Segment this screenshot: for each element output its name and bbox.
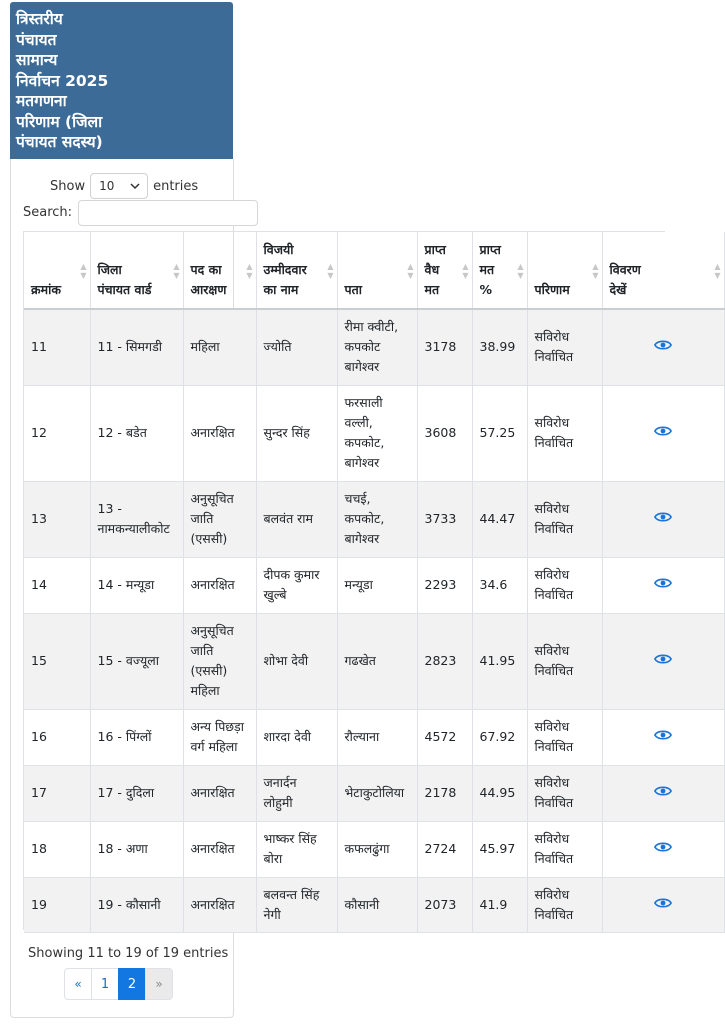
cell-text-line: निर्वाचित	[534, 349, 574, 365]
cell-reservation	[183, 557, 256, 613]
cell-text-line: 17	[31, 785, 47, 800]
page-button-2[interactable]: 2	[118, 968, 146, 1000]
cell-text-line: 14 - मन्यूडा	[97, 577, 155, 592]
cell-winner-name	[256, 613, 337, 709]
cell-text-line: वल्ली,	[344, 415, 373, 430]
table-row	[24, 877, 724, 932]
cell-text-line: बलवन्त सिंह	[263, 886, 320, 902]
cell-text-line: बागेश्वर	[344, 531, 380, 546]
cell-reservation	[183, 385, 256, 481]
column-header-reservation[interactable]	[183, 232, 256, 309]
cell-text-line: बलवंत राम	[263, 511, 313, 526]
pagination	[64, 968, 173, 1000]
cell-text-line: निर्वाचित	[534, 521, 574, 536]
cell-serial-number	[24, 877, 90, 932]
cell-text-line: सविरोध	[534, 831, 570, 846]
cell-ward	[90, 385, 183, 481]
cell-text-line: रौल्याना	[344, 729, 380, 744]
cell-address	[337, 709, 417, 765]
cell-text-line: (एससी)	[190, 663, 228, 678]
sort-icon: ▲ ▼	[327, 262, 334, 280]
cell-address	[337, 877, 417, 932]
table-row	[24, 481, 724, 557]
cell-vote-percent	[472, 309, 527, 385]
cell-text-line: खुल्बे	[263, 587, 287, 602]
cell-serial-number	[24, 309, 90, 385]
cell-winner-name	[256, 821, 337, 877]
cell-address	[337, 613, 417, 709]
cell-reservation	[183, 481, 256, 557]
cell-text-line: बागेश्वर	[344, 359, 380, 375]
cell-vote-percent	[472, 557, 527, 613]
cell-winner-name	[256, 385, 337, 481]
cell-result	[527, 557, 602, 613]
cell-view-details	[602, 385, 724, 481]
cell-text-line: 18	[31, 841, 47, 856]
title-line-3: सामान्य	[16, 51, 58, 69]
table-row	[24, 709, 724, 765]
cell-text-line: भेटाकुटोलिया	[344, 785, 405, 800]
cell-reservation	[183, 613, 256, 709]
cell-serial-number	[24, 613, 90, 709]
cell-text-line: बोरा	[263, 851, 283, 866]
sort-icon: ▲ ▼	[407, 262, 414, 280]
cell-view-details	[602, 765, 724, 821]
cell-address	[337, 385, 417, 481]
cell-text-line: अनारक्षित	[190, 896, 235, 912]
cell-result	[527, 709, 602, 765]
cell-text-line: सविरोध	[534, 501, 570, 516]
eye-icon[interactable]	[654, 841, 672, 853]
cell-result	[527, 309, 602, 385]
cell-text-line: रीमा क्वीटी,	[344, 319, 399, 335]
cell-text-line: अनारक्षित	[190, 425, 235, 440]
cell-text-line: निर्वाचित	[534, 851, 574, 866]
cell-text-line: 17 - दुदिला	[97, 785, 155, 800]
cell-text-line: 15	[31, 653, 47, 668]
cell-text-line: 13	[31, 511, 47, 526]
cell-result	[527, 385, 602, 481]
cell-reservation	[183, 309, 256, 385]
cell-text-line: 34.6	[479, 577, 508, 592]
cell-serial-number	[24, 481, 90, 557]
cell-text-line: लोहुमी	[263, 795, 293, 810]
cell-ward	[90, 557, 183, 613]
cell-text-line: 2724	[424, 841, 457, 856]
entries-select[interactable]	[90, 173, 148, 199]
cell-text-line: सुन्दर सिंह	[263, 425, 310, 440]
cell-vote-percent	[472, 877, 527, 932]
eye-icon[interactable]	[654, 653, 672, 665]
cell-valid-votes	[417, 877, 472, 932]
search-input[interactable]	[78, 200, 258, 226]
table-row	[24, 385, 724, 481]
entries-select-value: 10	[99, 179, 115, 193]
table-row	[24, 613, 724, 709]
page-title-banner	[10, 2, 233, 159]
cell-result	[527, 481, 602, 557]
cell-text-line: सविरोध	[534, 886, 570, 902]
cell-text-line: सविरोध	[534, 719, 570, 734]
cell-text-line: अनारक्षित	[190, 577, 235, 592]
table-header-row	[24, 232, 724, 309]
cell-text-line: 15 - वज्यूला	[97, 653, 159, 668]
cell-text-line: वैध	[424, 262, 440, 277]
cell-winner-name	[256, 709, 337, 765]
cell-serial-number	[24, 557, 90, 613]
cell-text-line: प्राप्त	[479, 242, 501, 257]
cell-result	[527, 765, 602, 821]
cell-text-line: 2073	[424, 896, 457, 912]
next-page-button: »	[145, 968, 173, 1000]
column-header-winner-name[interactable]	[256, 232, 337, 309]
chevron-down-icon	[130, 183, 140, 189]
cell-reservation	[183, 877, 256, 932]
cell-text-line: 44.95	[479, 785, 516, 800]
cell-text-line: सविरोध	[534, 567, 570, 582]
column-header-serial-number[interactable]	[24, 232, 90, 309]
title-line-1: त्रिस्तरीय	[16, 10, 63, 28]
cell-text-line: निर्वाचित	[534, 739, 574, 754]
eye-icon[interactable]	[654, 785, 672, 797]
cell-text-line: जनार्दन	[263, 775, 297, 790]
cell-view-details	[602, 481, 724, 557]
cell-text-line: शोभा देवी	[263, 653, 309, 668]
column-header-address[interactable]	[337, 232, 417, 309]
cell-text-line: सविरोध	[534, 329, 570, 345]
cell-text-line: मत	[479, 262, 495, 277]
column-header-view-details[interactable]	[602, 232, 724, 309]
title-line-6: परिणाम (जिला	[16, 112, 103, 131]
sort-icon: ▲ ▼	[714, 262, 721, 280]
cell-text-line: कौसानी	[344, 896, 380, 912]
cell-valid-votes	[417, 309, 472, 385]
cell-ward	[90, 613, 183, 709]
cell-text-line: %	[479, 282, 493, 297]
cell-text-line: आरक्षण	[190, 282, 227, 297]
cell-text-line: देखें	[609, 282, 627, 297]
cell-text-line: पता	[344, 282, 362, 297]
cell-reservation	[183, 765, 256, 821]
cell-text-line: जिला	[97, 262, 122, 277]
cell-text-line: सविरोध	[534, 643, 570, 658]
cell-text-line: शारदा देवी	[263, 729, 312, 744]
cell-text-line: 4572	[424, 729, 457, 744]
cell-winner-name	[256, 877, 337, 932]
cell-text-line: सविरोध	[534, 775, 570, 790]
cell-text-line: 41.95	[479, 653, 516, 668]
cell-address	[337, 481, 417, 557]
column-header-valid-votes[interactable]	[417, 232, 472, 309]
cell-text-line: कपकोट,	[344, 435, 385, 450]
cell-text-line: चचई,	[344, 491, 371, 506]
cell-view-details	[602, 877, 724, 932]
cell-text-line: अनुसूचित	[190, 491, 234, 506]
cell-text-line: 45.97	[479, 841, 516, 856]
cell-ward	[90, 481, 183, 557]
cell-text-line: निर्वाचित	[534, 435, 574, 450]
cell-text-line: उम्मीदवार	[263, 262, 307, 277]
cell-result	[527, 821, 602, 877]
cell-vote-percent	[472, 613, 527, 709]
cell-text-line: अनुसूचित	[190, 623, 234, 638]
cell-address	[337, 821, 417, 877]
results-table	[24, 232, 725, 933]
cell-text-line: 3608	[424, 425, 457, 440]
cell-text-line: 57.25	[479, 425, 516, 440]
cell-ward	[90, 709, 183, 765]
table-info: Showing 11 to 19 of 19 entries	[28, 946, 229, 961]
column-header-ward[interactable]	[90, 232, 183, 309]
cell-text-line: बागेश्वर	[344, 455, 380, 470]
previous-page-button[interactable]: «	[64, 968, 92, 1000]
cell-winner-name	[256, 557, 337, 613]
entries-label: entries	[153, 178, 199, 194]
cell-view-details	[602, 821, 724, 877]
search-label: Search:	[23, 205, 73, 220]
table-row	[24, 765, 724, 821]
cell-text-line: नामकन्यालीकोट	[97, 521, 170, 536]
results-table-wrapper	[23, 231, 721, 930]
cell-text-line: 2178	[424, 785, 457, 800]
sort-icon: ▲ ▼	[517, 262, 524, 280]
cell-winner-name	[256, 765, 337, 821]
cell-serial-number	[24, 709, 90, 765]
cell-text-line: 2823	[424, 653, 457, 668]
cell-text-line: अन्य पिछड़ा	[190, 719, 244, 734]
cell-valid-votes	[417, 821, 472, 877]
cell-text-line: नेगी	[263, 906, 281, 922]
cell-text-line: 12	[31, 425, 47, 440]
cell-text-line: 3733	[424, 511, 457, 526]
cell-text-line: पंचायत वार्ड	[97, 282, 152, 297]
cell-valid-votes	[417, 765, 472, 821]
cell-address	[337, 309, 417, 385]
sort-icon: ▲ ▼	[80, 262, 87, 280]
cell-text-line: पद का	[190, 262, 222, 277]
cell-reservation	[183, 821, 256, 877]
cell-text-line: मत	[424, 282, 440, 297]
cell-text-line: निर्वाचित	[534, 663, 574, 678]
cell-text-line: जाति	[190, 643, 214, 658]
cell-text-line: (एससी)	[190, 531, 228, 546]
cell-winner-name	[256, 481, 337, 557]
cell-text-line: निर्वाचित	[534, 587, 574, 602]
eye-icon[interactable]	[654, 339, 672, 351]
cell-text-line: 3178	[424, 339, 457, 355]
cell-text-line: 14	[31, 577, 47, 592]
cell-text-line: कपकोट	[344, 339, 381, 355]
title-line-5: मतगणना	[16, 92, 67, 110]
search-control	[23, 199, 258, 226]
cell-text-line: 38.99	[479, 339, 516, 355]
cell-ward	[90, 309, 183, 385]
cell-ward	[90, 821, 183, 877]
cell-text-line: दीपक कुमार	[263, 567, 320, 582]
cell-serial-number	[24, 765, 90, 821]
cell-vote-percent	[472, 821, 527, 877]
column-header-result[interactable]	[527, 232, 602, 309]
cell-reservation	[183, 709, 256, 765]
sort-icon: ▲ ▼	[462, 262, 469, 280]
length-control	[50, 173, 198, 199]
cell-serial-number	[24, 385, 90, 481]
cell-text-line: 13 -	[97, 501, 122, 516]
cell-text-line: फरसाली	[344, 395, 383, 410]
cell-text-line: 11 - सिमगडी	[97, 339, 162, 355]
cell-text-line: 16	[31, 729, 47, 744]
cell-valid-votes	[417, 385, 472, 481]
table-row	[24, 821, 724, 877]
cell-text-line: निर्वाचित	[534, 795, 574, 810]
eye-icon[interactable]	[654, 511, 672, 523]
cell-text-line: विवरण	[609, 262, 641, 277]
eye-icon[interactable]	[654, 897, 672, 909]
cell-winner-name	[256, 309, 337, 385]
cell-text-line: 12 - बडेत	[97, 425, 147, 440]
cell-result	[527, 613, 602, 709]
table-row	[24, 557, 724, 613]
show-label: Show	[50, 178, 86, 194]
cell-text-line: परिणाम	[534, 282, 570, 297]
cell-text-line: ज्योति	[263, 339, 292, 355]
cell-text-line: 67.92	[479, 729, 516, 744]
cell-text-line: 18 - अणा	[97, 841, 148, 856]
eye-icon[interactable]	[654, 577, 672, 589]
cell-text-line: क्रमांक	[31, 282, 61, 297]
page-button-1[interactable]: 1	[91, 968, 119, 1000]
cell-serial-number	[24, 821, 90, 877]
cell-valid-votes	[417, 613, 472, 709]
title-line-2: पंचायत	[16, 30, 57, 49]
cell-vote-percent	[472, 385, 527, 481]
cell-text-line: सविरोध	[534, 415, 570, 430]
cell-view-details	[602, 309, 724, 385]
cell-text-line: निर्वाचित	[534, 906, 574, 922]
cell-ward	[90, 877, 183, 932]
cell-text-line: 19 - कौसानी	[97, 896, 161, 912]
table-row	[24, 309, 724, 385]
cell-text-line: भाष्कर सिंह	[263, 831, 317, 846]
cell-text-line: का नाम	[263, 282, 299, 297]
cell-text-line: 41.9	[479, 896, 508, 912]
cell-ward	[90, 765, 183, 821]
cell-vote-percent	[472, 709, 527, 765]
cell-text-line: कपकोट,	[344, 511, 385, 526]
sort-icon: ▲ ▼	[246, 262, 253, 280]
eye-icon[interactable]	[654, 729, 672, 741]
cell-text-line: जाति	[190, 511, 214, 526]
cell-text-line: कफलढुंगा	[344, 841, 390, 856]
cell-view-details	[602, 613, 724, 709]
title-line-7: पंचायत सदस्य)	[16, 133, 103, 151]
eye-icon[interactable]	[654, 425, 672, 437]
cell-valid-votes	[417, 557, 472, 613]
cell-valid-votes	[417, 481, 472, 557]
cell-text-line: अनारक्षित	[190, 785, 235, 800]
sort-icon: ▲ ▼	[592, 262, 599, 280]
cell-text-line: मन्यूडा	[344, 577, 373, 592]
cell-text-line: गढखेत	[344, 653, 376, 668]
cell-text-line: महिला	[190, 683, 220, 698]
cell-text-line: 19	[31, 896, 47, 912]
cell-view-details	[602, 709, 724, 765]
cell-result	[527, 877, 602, 932]
cell-vote-percent	[472, 765, 527, 821]
cell-vote-percent	[472, 481, 527, 557]
cell-text-line: वर्ग महिला	[190, 739, 238, 754]
cell-text-line: 2293	[424, 577, 457, 592]
cell-text-line: 16 - पिंग्लों	[97, 729, 152, 744]
sort-icon: ▲ ▼	[173, 262, 180, 280]
cell-text-line: 44.47	[479, 511, 516, 526]
cell-text-line: महिला	[190, 339, 220, 355]
cell-text-line: 11	[31, 339, 47, 355]
cell-address	[337, 765, 417, 821]
cell-text-line: प्राप्त	[424, 242, 446, 257]
cell-address	[337, 557, 417, 613]
column-header-vote-percent[interactable]	[472, 232, 527, 309]
cell-view-details	[602, 557, 724, 613]
cell-text-line: अनारक्षित	[190, 841, 235, 856]
title-line-4: निर्वाचन 2025	[16, 71, 109, 90]
cell-text-line: विजयी	[263, 242, 294, 257]
cell-valid-votes	[417, 709, 472, 765]
